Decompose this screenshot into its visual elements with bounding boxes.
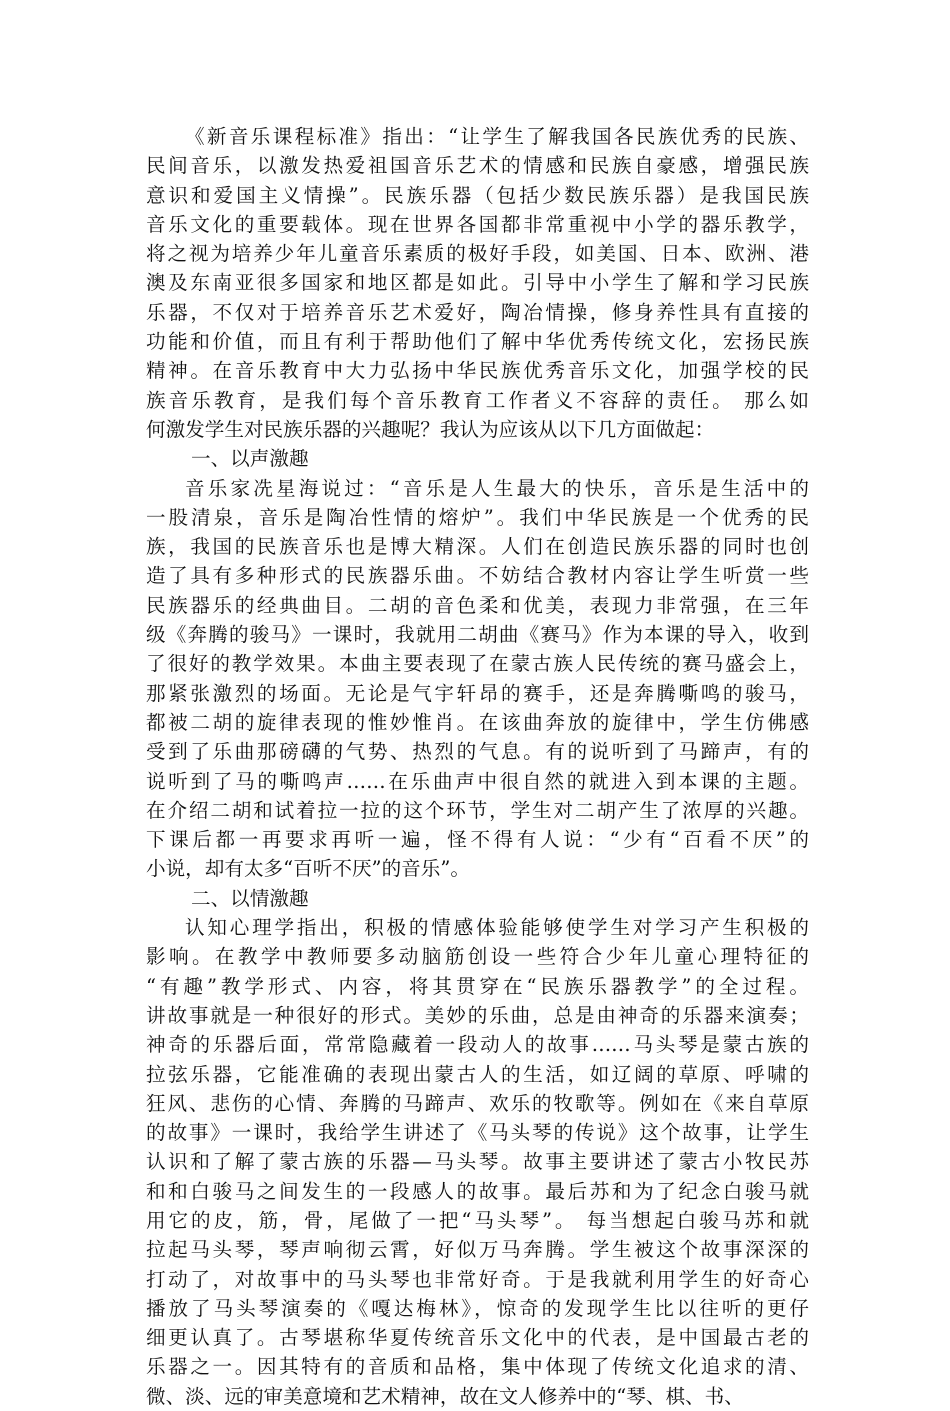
text-line: 都被二胡的旋律表现的惟妙惟肖。在该曲奔放的旋律中，学生仿佛感: [146, 710, 809, 734]
paragraph: [146, 122, 809, 444]
text-line: 拉弦乐器，它能准确的表现出蒙古人的生活，如辽阔的草原、呼啸的: [146, 1062, 809, 1086]
text-line: 认知心理学指出，积极的情感体验能够使学生对学习产生积极的: [185, 916, 809, 940]
text-line: 细更认真了。古琴堪称华夏传统音乐文化中的代表，是中国最古老的: [146, 1326, 809, 1350]
heading-text: 二、以情激趣: [191, 886, 309, 910]
text-line: 的故事》一课时，我给学生讲述了《马头琴的传说》这个故事，让学生: [146, 1121, 809, 1145]
text-line: 播放了马头琴演奏的《嘎达梅林》，惊奇的发现学生比以往听的更仔: [146, 1296, 809, 1320]
text-line: 狂风、悲伤的心情、奔腾的马蹄声、欢乐的牧歌等。例如在《来自草原: [146, 1091, 809, 1115]
text-line: 用它的皮，筋，骨，尾做了一把“马头琴”。 每当想起白骏马苏和就: [146, 1208, 809, 1232]
text-line: 拉起马头琴，琴声响彻云霄，好似万马奔腾。学生被这个故事深深的: [146, 1238, 809, 1262]
text-line: 微、淡、远的审美意境和艺术精神，故在文人修养中的“琴、棋、书、: [146, 1384, 744, 1408]
text-line: 讲故事就是一种很好的形式。美妙的乐曲，总是由神奇的乐器来演奏；: [146, 1003, 809, 1027]
text-line: 族音乐教育，是我们每个音乐教育工作者义不容辞的责任。 那么如: [146, 388, 809, 412]
text-line: 神奇的乐器后面，常常隐藏着一段动人的故事……马头琴是蒙古族的: [146, 1033, 809, 1057]
paragraph: [146, 913, 809, 1411]
text-line: 意识和爱国主义情操”。民族乐器（包括少数民族乐器）是我国民族: [146, 183, 809, 207]
document-page: [146, 122, 809, 1411]
section-heading: [146, 884, 809, 913]
section-heading: [146, 444, 809, 473]
text-line: 在介绍二胡和试着拉一拉的这个环节，学生对二胡产生了浓厚的兴趣。: [146, 798, 809, 822]
text-line: 精神。在音乐教育中大力弘扬中华民族优秀音乐文化，加强学校的民: [146, 359, 809, 383]
text-line: 乐器之一。因其特有的音质和品格，集中体现了传统文化追求的清、: [146, 1355, 809, 1379]
text-line: 一股清泉，音乐是陶冶性情的熔炉”。我们中华民族是一个优秀的民: [146, 505, 809, 529]
text-line: 澳及东南亚很多国家和地区都是如此。引导中小学生了解和学习民族: [146, 271, 809, 295]
text-line: 将之视为培养少年儿童音乐素质的极好手段，如美国、日本、欧洲、港: [146, 242, 809, 266]
text-line: 造了具有多种形式的民族器乐曲。不妨结合教材内容让学生听赏一些: [146, 564, 809, 588]
text-line: 认识和了解了蒙古族的乐器—马头琴。故事主要讲述了蒙古小牧民苏: [146, 1150, 809, 1174]
paragraph: [146, 474, 809, 884]
text-line: 小说，却有太多“百听不厌”的音乐”。: [146, 857, 470, 881]
text-line: 下课后都一再要求再听一遍，怪不得有人说：“少有“百看不厌”的: [146, 828, 809, 852]
text-line: 影响。在教学中教师要多动脑筋创设一些符合少年儿童心理特征的: [146, 945, 809, 969]
text-line: 那紧张激烈的场面。无论是气宇轩昂的赛手，还是奔腾嘶鸣的骏马，: [146, 681, 809, 705]
text-line: 说听到了马的嘶鸣声……在乐曲声中很自然的就进入到本课的主题。: [146, 769, 809, 793]
text-line: 何激发学生对民族乐器的兴趣呢？我认为应该从以下几方面做起：: [146, 417, 715, 441]
text-line: 《新音乐课程标准》指出：“让学生了解我国各民族优秀的民族、: [185, 125, 809, 148]
text-line: “有趣”教学形式、内容，将其贯穿在“民族乐器教学”的全过程。: [146, 974, 809, 998]
text-line: 音乐文化的重要载体。现在世界各国都非常重视中小学的器乐教学，: [146, 212, 809, 236]
text-line: 打动了，对故事中的马头琴也非常好奇。于是我就利用学生的好奇心: [146, 1267, 809, 1291]
text-line: 音乐家冼星海说过：“音乐是人生最大的快乐，音乐是生活中的: [185, 476, 809, 500]
text-line: 乐器，不仅对于培养音乐艺术爱好，陶冶情操，修身养性具有直接的: [146, 300, 809, 324]
text-line: 受到了乐曲那磅礴的气势、热烈的气息。有的说听到了马蹄声，有的: [146, 740, 809, 764]
text-line: 级《奔腾的骏马》一课时，我就用二胡曲《赛马》作为本课的导入，收到: [146, 623, 809, 647]
text-line: 和和白骏马之间发生的一段感人的故事。最后苏和为了纪念白骏马就: [146, 1179, 809, 1203]
text-line: 了很好的教学效果。本曲主要表现了在蒙古族人民传统的赛马盛会上，: [146, 652, 809, 676]
text-line: 民间音乐，以激发热爱祖国音乐艺术的情感和民族自豪感，增强民族: [146, 154, 809, 178]
text-line: 功能和价值，而且有利于帮助他们了解中华优秀传统文化，宏扬民族: [146, 330, 809, 354]
text-line: 族，我国的民族音乐也是博大精深。人们在创造民族乐器的同时也创: [146, 535, 809, 559]
text-line: 民族器乐的经典曲目。二胡的音色柔和优美，表现力非常强，在三年: [146, 593, 809, 617]
heading-text: 一、以声激趣: [191, 447, 309, 471]
